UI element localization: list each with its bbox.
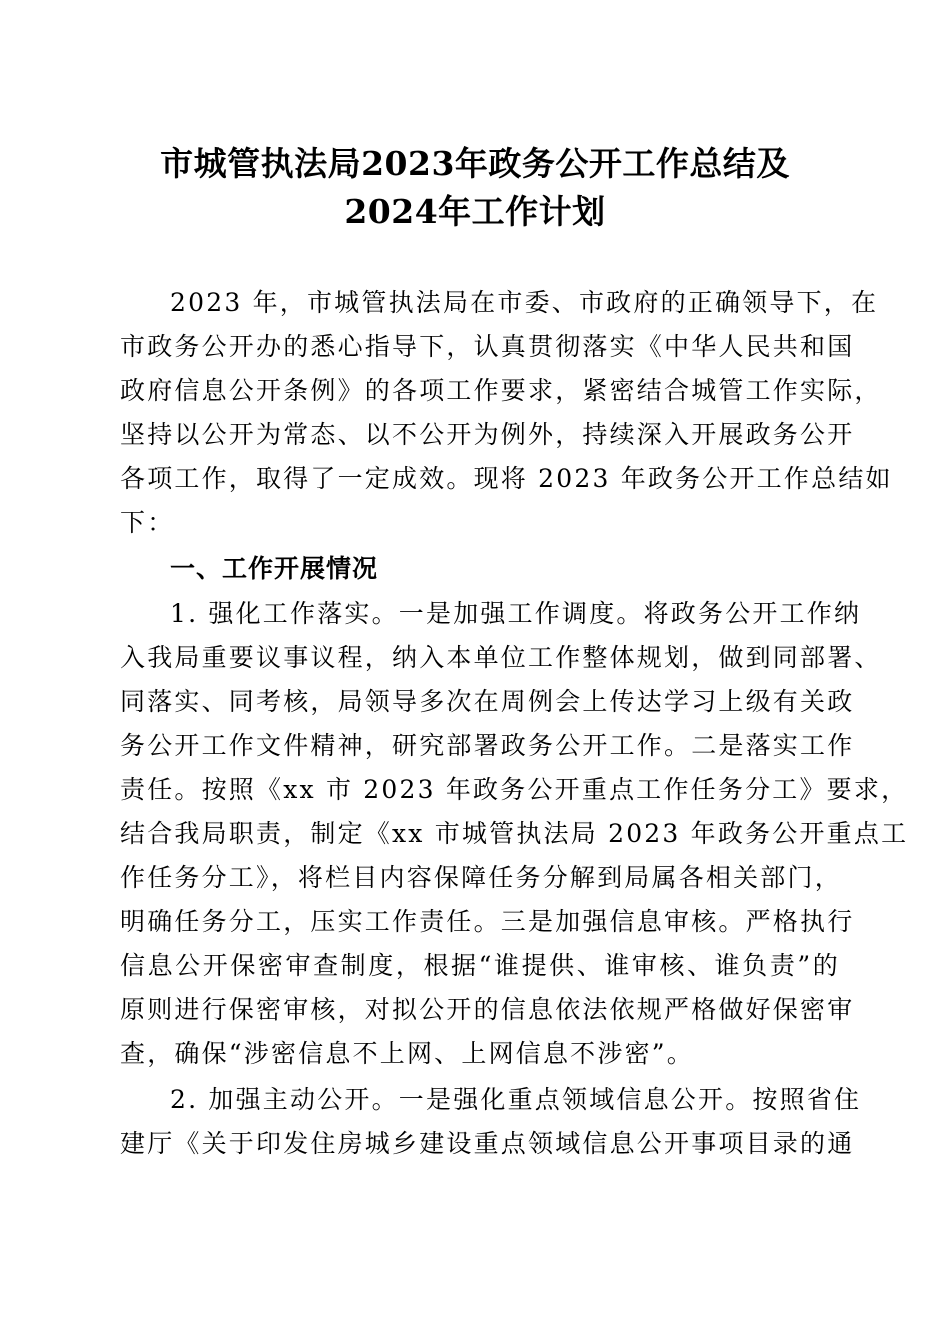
body-line: 同落实、同考核，局领导多次在周例会上传达学习上级有关政 [120, 687, 855, 716]
body-line: 明确任务分工，压实工作责任。三是加强信息审核。严格执行 [120, 907, 855, 936]
body-line: 2023 年，市城管执法局在市委、市政府的正确领导下，在 [170, 288, 879, 317]
body-line: 入我局重要议事议程，纳入本单位工作整体规划，做到同部署、 [120, 643, 882, 672]
body-line: 结合我局职责，制定《xx 市城管执法局 2023 年政务公开重点工 [120, 819, 909, 848]
document-title-line-1: 市城管执法局2023年政务公开工作总结及 [160, 144, 790, 183]
body-line: 建厅《关于印发住房城乡建设重点领域信息公开事项目录的通 [120, 1129, 855, 1158]
body-line: 信息公开保密审查制度，根据“谁提供、谁审核、谁负责”的 [120, 951, 840, 980]
body-line: 政府信息公开条例》的各项工作要求，紧密结合城管工作实际， [120, 376, 882, 405]
body-line: 查，确保“涉密信息不上网、上网信息不涉密”。 [120, 1039, 694, 1068]
body-line: 原则进行保密审核，对拟公开的信息依法依规严格做好保密审 [120, 995, 855, 1024]
body-line: 2. 加强主动公开。一是强化重点领域信息公开。按照省住 [170, 1085, 862, 1114]
body-line: 作任务分工》，将栏目内容保障任务分解到局属各相关部门， [120, 863, 842, 892]
body-line: 各项工作，取得了一定成效。现将 2023 年政务公开工作总结如 [120, 464, 893, 493]
document-title-line-2: 2024年工作计划 [344, 192, 606, 231]
section-heading: 一、工作开展情况 [170, 554, 379, 583]
body-line: 市政务公开办的悉心指导下，认真贯彻落实《中华人民共和国 [120, 332, 855, 361]
body-line: 1. 强化工作落实。一是加强工作调度。将政务公开工作纳 [170, 599, 862, 628]
body-line: 坚持以公开为常态、以不公开为例外，持续深入开展政务公开 [120, 420, 855, 449]
body-line: 务公开工作文件精神，研究部署政务公开工作。二是落实工作 [120, 731, 855, 760]
body-line: 责任。按照《xx 市 2023 年政务公开重点工作任务分工》要求， [120, 775, 909, 804]
body-line: 下： [120, 508, 175, 537]
